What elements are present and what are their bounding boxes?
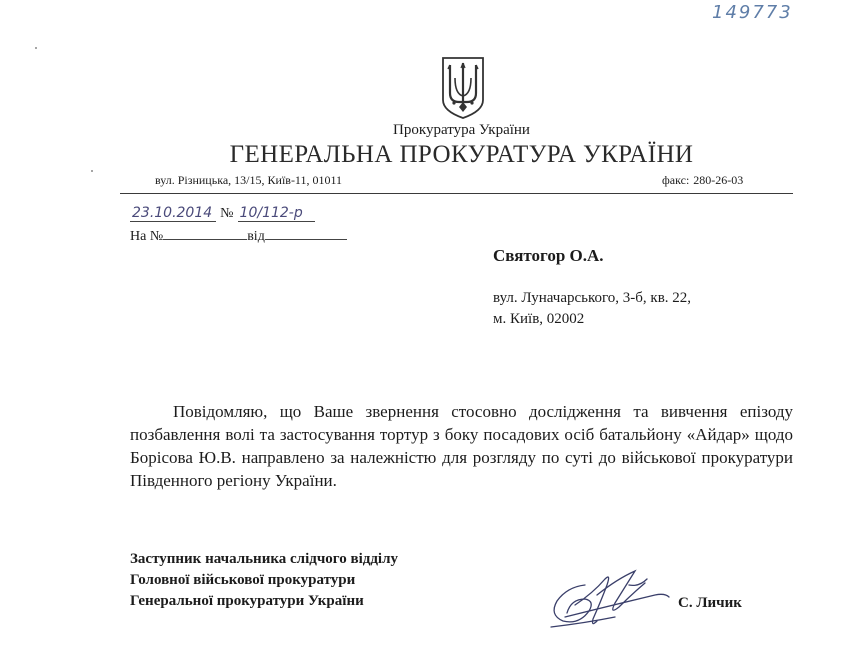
incoming-date-blank — [265, 226, 347, 240]
signatory-title-line: Генеральної прокуратури України — [130, 593, 364, 609]
outgoing-reference — [130, 205, 315, 223]
outgoing-number-label: № — [220, 206, 234, 221]
fax-label: факс: — [662, 173, 690, 187]
outgoing-number: 10/112-р — [238, 205, 315, 222]
letter-body: Повідомляю, що Ваше звернення стосовно дослідження та вивчення епізоду позбавлення волі та застосування тортур з боку посадових осіб батальйону «Айдар» щодо Борісова Ю.В. направлено за належністю для розгляду по суті до військової прокуратури Південного регіону України. — [130, 402, 793, 490]
incoming-from-label: від — [247, 229, 265, 244]
fax-number: 280-26-03 — [693, 173, 744, 187]
organization-title: ГЕНЕРАЛЬНА ПРОКУРАТУРА УКРАЇНИ — [229, 141, 694, 168]
trident-emblem-icon — [440, 56, 486, 120]
signatory-title-line: Заступник начальника слідчого відділу — [130, 551, 399, 567]
incoming-number-blank — [163, 226, 247, 240]
scan-speck — [91, 170, 93, 172]
incoming-number-label: На № — [130, 229, 164, 244]
addressee-street: вул. Луначарського, 3-б, кв. 22, — [493, 290, 692, 306]
signer-name: С. Личик — [678, 595, 742, 611]
registration-stamp-number: 149773 — [712, 2, 793, 23]
addressee-city: м. Київ, 02002 — [493, 311, 585, 327]
signatory-title — [130, 549, 398, 612]
signatory-title-line: Головної військової прокуратури — [130, 572, 356, 588]
incoming-reference — [130, 226, 347, 245]
handwritten-signature — [545, 565, 675, 637]
addressee-name: Святогор О.А. — [493, 246, 604, 265]
header-divider — [120, 193, 793, 194]
fax-info — [662, 173, 743, 188]
parent-organization: Прокуратура України — [393, 122, 530, 138]
scan-speck — [35, 47, 37, 49]
organization-address: вул. Різницька, 13/15, Київ-11, 01011 — [155, 173, 343, 187]
outgoing-date: 23.10.2014 — [130, 205, 216, 222]
